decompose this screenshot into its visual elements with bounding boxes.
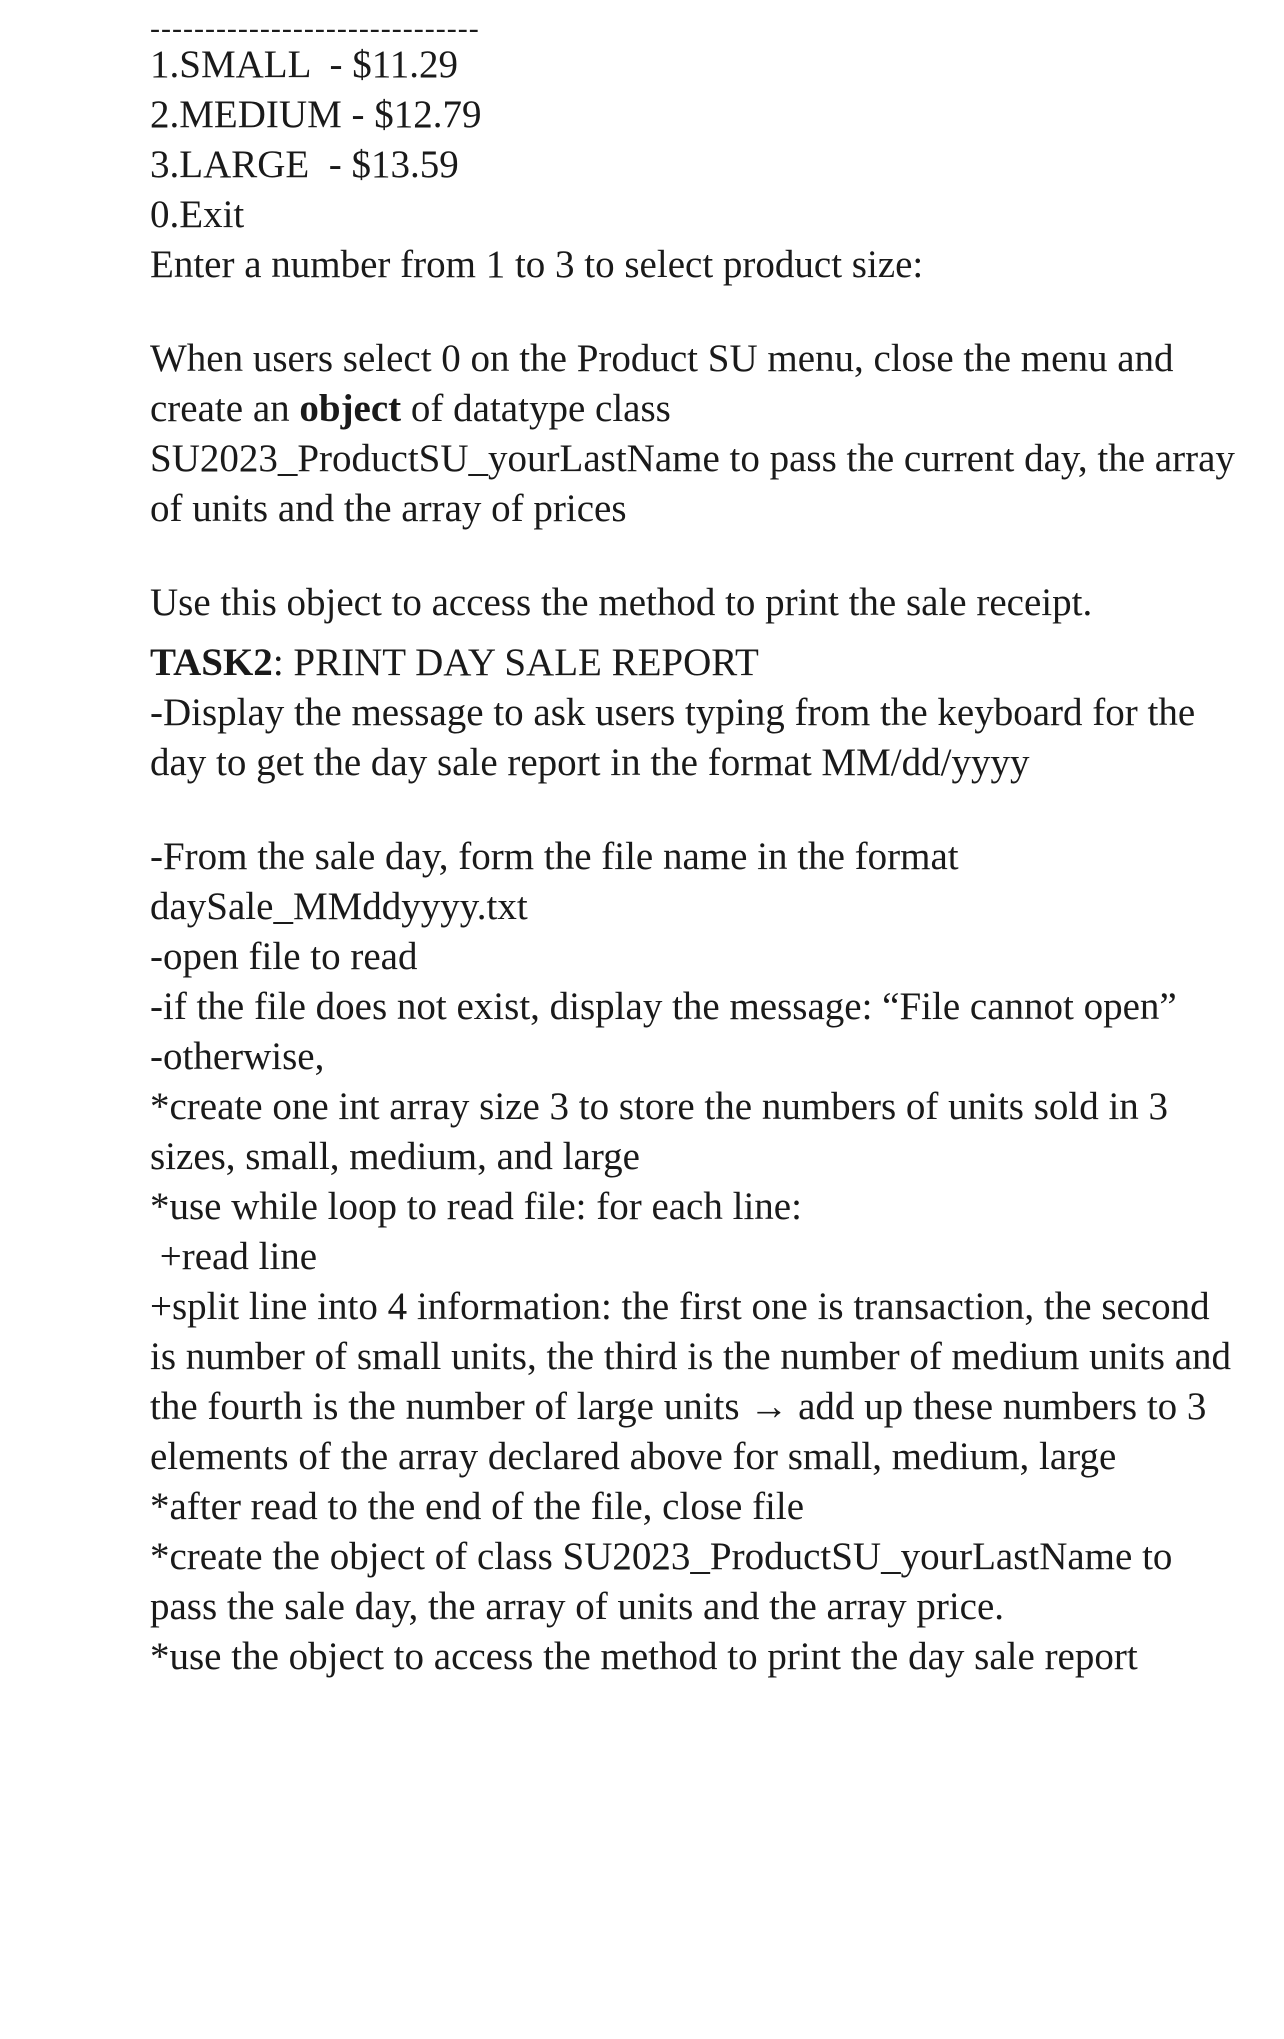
step-create-object: *create the object of class SU2023_ProductSU_yourLastName to pass the sale day, the array of units and the array price. [150,1535,1173,1628]
step-form-filename: -From the sale day, form the file name in the format daySale_MMddyyyy.txt [150,835,959,928]
menu-item-exit: 0.Exit [150,193,245,236]
document-body [150,0,1240,1682]
step-print-report: *use the object to access the method to print the day sale report [150,1635,1138,1678]
task2-display-instruction: -Display the message to ask users typing from the keyboard for the day to get the day sale report in the format MM/dd/yyyy [150,691,1196,784]
task2-title: : PRINT DAY SALE REPORT [272,641,759,684]
paragraph-print-receipt: Use this object to access the method to print the sale receipt. [150,581,1093,624]
task2-label: TASK2 [150,641,273,684]
menu-item-large: 3.LARGE - $13.59 [150,143,459,186]
product-menu [150,40,1240,290]
menu-item-small: 1.SMALL - $11.29 [150,43,459,86]
step-read-line: +read line [150,1235,318,1278]
step-while-loop: *use while loop to read file: for each line: [150,1185,802,1228]
step-close-file: *after read to the end of the file, close file [150,1485,805,1528]
step-file-not-exist: -if the file does not exist, display the message: “File cannot open” [150,985,1177,1028]
step-open-file: -open file to read [150,935,418,978]
step-otherwise: -otherwise, [150,1035,325,1078]
step-create-array: *create one int array size 3 to store the numbers of units sold in 3 sizes, small, medium, and large [150,1085,1169,1178]
menu-prompt: Enter a number from 1 to 3 to select product size: [150,243,924,286]
para1-text-before: When users select 0 on the Product SU menu, close the menu and create an [150,337,1174,430]
menu-item-medium: 2.MEDIUM - $12.79 [150,93,482,136]
para1-text-after: of datatype class SU2023_ProductSU_yourLastName to pass the current day, the array of units and the array of prices [150,387,1235,530]
task2-heading [150,638,1240,688]
step-split-line: +split line into 4 information: the first one is transaction, the second is number of small units, the third is the number of medium units and the fourth is the number of large units → add up these numbers to 3 elements of the array declared above for small, medium, large [150,1285,1232,1478]
paragraph-create-object [150,334,1240,534]
separator-line: ------------------------------ [150,12,480,45]
para1-bold-object: object [299,387,402,430]
